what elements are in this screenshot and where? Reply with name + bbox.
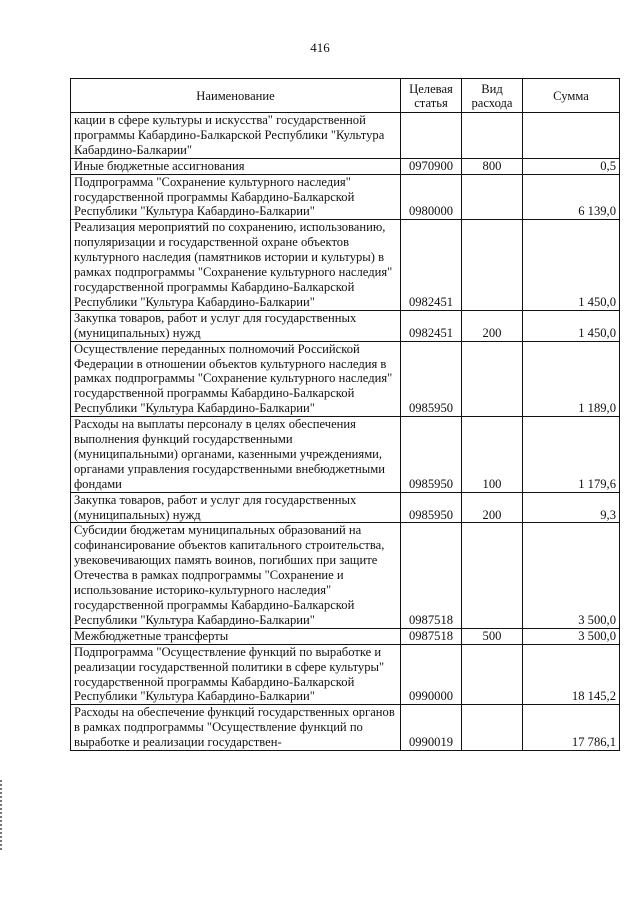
row-name: Реализация мероприятий по сохранению, использованию, популяризации и государственной охране объектов культурного наследия (памятников истории и культуры) в рамках подпрограммы "Сохранение культурного наследия" государственной программы Кабардино-Балкарской Республики "Культура Кабардино-Балкарии" bbox=[71, 220, 401, 310]
page-number: 416 bbox=[310, 40, 330, 55]
header-type: Вид расхода bbox=[462, 79, 523, 113]
row-sum: 1 179,6 bbox=[523, 417, 620, 493]
row-name: Расходы на выплаты персоналу в целях обеспечения выполнения функций государственными (муниципальными) органами, казенными учреждениями, органами управления государственными внебюджетными фондами bbox=[71, 417, 401, 493]
header-code: Целевая статья bbox=[401, 79, 462, 113]
row-code: 0980000 bbox=[401, 174, 462, 220]
row-sum: 17 786,1 bbox=[523, 705, 620, 751]
row-name: Субсидии бюджетам муниципальных образований на софинансирование объектов капитального строительства, увековечивающих память воинов, погибших при защите Отечества в рамках подпрограммы "Сохранение и использование историко-культурного наследия" государственной программы Кабардино-Балкарской Республики "Культура Кабардино-Балкарии" bbox=[71, 523, 401, 628]
row-type: 500 bbox=[462, 628, 523, 644]
row-type: 800 bbox=[462, 158, 523, 174]
row-sum: 9,3 bbox=[523, 492, 620, 523]
row-name: Подпрограмма "Сохранение культурного наследия" государственной программы Кабардино-Балкарской Республики "Культура Кабардино-Балкарии" bbox=[71, 174, 401, 220]
row-code: 0985950 bbox=[401, 341, 462, 417]
row-type bbox=[462, 174, 523, 220]
table-row bbox=[71, 174, 620, 220]
row-code: 0987518 bbox=[401, 628, 462, 644]
row-name: Межбюджетные трансферты bbox=[71, 628, 401, 644]
row-type bbox=[462, 220, 523, 310]
row-name: Расходы на обеспечение функций государственных органов в рамках подпрограммы "Осуществление функций по выработке и реализации государствен- bbox=[71, 705, 401, 751]
table-row bbox=[71, 628, 620, 644]
table-row bbox=[71, 158, 620, 174]
table-row bbox=[71, 113, 620, 159]
row-sum: 0,5 bbox=[523, 158, 620, 174]
row-type: 200 bbox=[462, 310, 523, 341]
table-row bbox=[71, 644, 620, 705]
row-name: Закупка товаров, работ и услуг для государственных (муниципальных) нужд bbox=[71, 310, 401, 341]
row-type: 100 bbox=[462, 417, 523, 493]
header-sum: Сумма bbox=[523, 79, 620, 113]
row-type bbox=[462, 523, 523, 628]
table-row bbox=[71, 417, 620, 493]
budget-table bbox=[70, 78, 620, 751]
row-name: Осуществление переданных полномочий Российской Федерации в отношении объектов культурного наследия в рамках подпрограммы "Сохранение культурного наследия" государственной программы Кабардино-Балкарской Республики "Культура Кабардино-Балкарии" bbox=[71, 341, 401, 417]
row-code: 0985950 bbox=[401, 492, 462, 523]
row-name: Подпрограмма "Осуществление функций по выработке и реализации государственной политики в сфере культуры" государственной программы Кабардино-Балкарской Республики "Культура Кабардино-Балкарии" bbox=[71, 644, 401, 705]
row-type bbox=[462, 113, 523, 159]
table-row bbox=[71, 341, 620, 417]
row-sum: 6 139,0 bbox=[523, 174, 620, 220]
row-type bbox=[462, 705, 523, 751]
row-type bbox=[462, 341, 523, 417]
row-code: 0990000 bbox=[401, 644, 462, 705]
row-name: Иные бюджетные ассигнования bbox=[71, 158, 401, 174]
row-code: 0990019 bbox=[401, 705, 462, 751]
table-row bbox=[71, 523, 620, 628]
row-sum: 1 450,0 bbox=[523, 220, 620, 310]
row-code: 0985950 bbox=[401, 417, 462, 493]
table-row bbox=[71, 705, 620, 751]
table-row bbox=[71, 492, 620, 523]
row-sum: 3 500,0 bbox=[523, 628, 620, 644]
table-row bbox=[71, 220, 620, 310]
row-sum: 18 145,2 bbox=[523, 644, 620, 705]
row-code: 0982451 bbox=[401, 310, 462, 341]
row-type: 200 bbox=[462, 492, 523, 523]
row-name: Закупка товаров, работ и услуг для государственных (муниципальных) нужд bbox=[71, 492, 401, 523]
scan-margin-mark bbox=[0, 780, 4, 850]
row-sum: 3 500,0 bbox=[523, 523, 620, 628]
table-header-row bbox=[71, 79, 620, 113]
header-name: Наименование bbox=[71, 79, 401, 113]
row-code: 0970900 bbox=[401, 158, 462, 174]
row-sum: 1 450,0 bbox=[523, 310, 620, 341]
row-code: 0987518 bbox=[401, 523, 462, 628]
row-type bbox=[462, 644, 523, 705]
row-code bbox=[401, 113, 462, 159]
row-sum bbox=[523, 113, 620, 159]
row-sum: 1 189,0 bbox=[523, 341, 620, 417]
table-row bbox=[71, 310, 620, 341]
row-code: 0982451 bbox=[401, 220, 462, 310]
row-name: кации в сфере культуры и искусства" государственной программы Кабардино-Балкарской Республики "Культура Кабардино-Балкарии" bbox=[71, 113, 401, 159]
